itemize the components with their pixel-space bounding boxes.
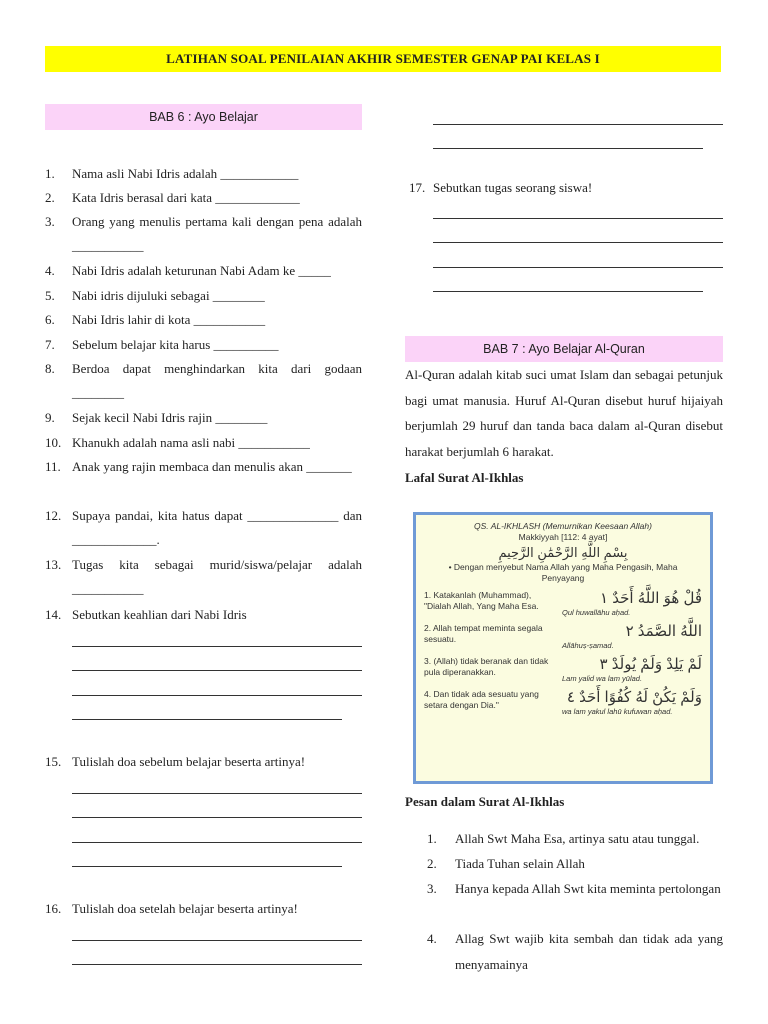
question-item [45,284,362,308]
question-text: Tugas kita sebagai murid/siswa/pelajar adalah ___________ [72,557,362,596]
answer-line[interactable] [433,125,703,150]
verse-arabic-block [554,590,702,617]
answer-line[interactable] [72,769,362,794]
question-item [45,308,362,332]
verse-latin: wa lam yakul lahū kufuwan aḥad. [562,707,673,716]
question-item [45,186,362,210]
answer-line[interactable] [433,268,703,293]
pesan-number: 2. [427,856,437,871]
answer-lines [433,194,723,292]
verse-row [424,689,702,716]
question-item [45,455,362,479]
verse-arabic: وَلَمْ يَكُنْ لَهُ كُفُوًا أَحَدٌ ٤ [566,689,702,706]
question-text: Nabi Idris adalah keturunan Nabi Adam ke _____ [72,263,331,278]
verse-translation: 4. Dan tidak ada sesuatu yang setara dengan Dia." [424,689,539,710]
question-number: 11. [45,459,61,474]
question-number: 13. [45,557,62,572]
verse-latin: Lam yalid wa lam yūlad. [562,674,643,683]
answer-line[interactable] [433,243,723,268]
question-number: 1. [45,166,55,181]
verse-arabic: قُلْ هُوَ اللَّهُ أَحَدٌ ١ [600,590,702,607]
question-number: 4. [45,263,55,278]
question-number: 14. [45,607,62,622]
answer-line[interactable] [433,100,723,125]
answer-line[interactable] [72,622,362,647]
question-item [45,406,362,430]
verse-row [424,590,702,617]
bismillah-meaning: • Dengan menyebut Nama Allah yang Maha Pengasih, Maha Penyayang [448,562,678,583]
verse-arabic: لَمْ يَلِدْ وَلَمْ يُولَدْ ٣ [599,656,702,673]
bab7-paragraph: Al-Quran adalah kitab suci umat Islam dan sebagai petunjuk bagi umat manusia. Huruf Al-Quran disebut huruf hijaiyah berjumlah 29 huruf dan tanda baca dalam al-Quran disebut harakat berjumlah 6 harakat. [405,367,723,459]
question-item [45,431,362,455]
question-number: 6. [45,312,55,327]
pesan-text: Allah Swt Maha Esa, artinya satu atau tunggal. [455,831,700,846]
question-text: Khanukh adalah nama asli nabi ___________ [72,435,310,450]
pesan-item [405,926,723,977]
pesan-number: 4. [427,931,437,946]
question-text: Tulislah doa setelah belajar beserta artinya! [72,901,298,916]
verse-latin: Qul huwallāhu aḥad. [562,608,631,617]
answer-line[interactable] [72,794,362,819]
question-text: Nama asli Nabi Idris adalah ____________ [72,166,299,181]
answer-lines [72,769,362,867]
verse-latin: Allāhuṣ-ṣamad. [562,641,614,650]
question-item [45,504,362,552]
answer-line[interactable] [433,194,723,219]
question-item [45,333,362,357]
question-text: Supaya pandai, kita hatus dapat ______________ dan _____________. [72,508,362,547]
verse-row [424,623,702,650]
image-header: QS. AL-IKHLASH (Memurnikan Keesaan Allah) [474,521,652,531]
question-text: Berdoa dapat menghindarkan kita dari godaan ________ [72,361,362,400]
question-number: 10. [45,435,62,450]
pesan-number: 3. [427,881,437,896]
answer-line[interactable] [72,696,342,721]
question-text: Anak yang rajin membaca dan menulis akan _______ [72,459,352,474]
answer-line[interactable] [433,219,723,244]
answer-lines-continued [433,100,723,149]
question-item [45,259,362,283]
surat-al-ikhlas-image [413,512,713,784]
question-item [45,553,362,601]
question-text: Orang yang menulis pertama kali dengan pena adalah ___________ [72,214,362,253]
pesan-heading: Pesan dalam Surat Al-Ikhlas [405,794,565,809]
answer-line[interactable] [72,941,362,966]
bab6-heading: BAB 6 : Ayo Belajar [45,104,362,130]
verse-arabic: اللَّهُ الصَّمَدُ ٢ [625,623,702,640]
question-text: Sejak kecil Nabi Idris rajin ________ [72,410,268,425]
question-number: 5. [45,288,55,303]
pesan-item [405,826,723,852]
question-text: Kata Idris berasal dari kata _____________ [72,190,300,205]
question-number: 3. [45,214,55,229]
verse-arabic-block [554,656,702,683]
question-number: 8. [45,361,55,376]
answer-lines [72,622,362,720]
answer-line[interactable] [72,843,342,868]
question-item [45,162,362,186]
question-number: 7. [45,337,55,352]
left-column [45,104,362,916]
lafal-heading: Lafal Surat Al-Ikhlas [405,470,524,485]
question-number: 16. [45,901,62,916]
verse-translation: 1. Katakanlah (Muhammad), "Dialah Allah, Yang Maha Esa. [424,590,539,611]
bismillah-arabic: بِسْمِ اللَّهِ الرَّحْمَٰنِ الرَّحِيمِ [498,545,628,560]
answer-line[interactable] [72,671,362,696]
pesan-text: Tiada Tuhan selain Allah [455,856,585,871]
question-number: 12. [45,508,62,523]
question-item [45,210,362,258]
verse-arabic-block [554,689,702,716]
bab7-heading: BAB 7 : Ayo Belajar Al-Quran [405,336,723,362]
question-number: 15. [45,754,62,769]
question-text: Nabi Idris lahir di kota ___________ [72,312,266,327]
question-text: Sebutkan tugas seorang siswa! [433,180,593,195]
image-subheader: Makkiyyah [112: 4 ayat] [518,532,608,542]
question-number: 9. [45,410,55,425]
question-text: Tulislah doa sebelum belajar beserta artinya! [72,754,306,769]
question-text: Sebutkan keahlian dari Nabi Idris [72,607,247,622]
question-number: 2. [45,190,55,205]
verse-translation: 2. Allah tempat meminta segala sesuatu. [424,623,543,644]
answer-line[interactable] [72,916,362,941]
question-text: Nabi idris dijuluki sebagai ________ [72,288,265,303]
verse-translation: 3. (Allah) tidak beranak dan tidak pula diperanakkan. [424,656,549,677]
pesan-item [405,851,723,877]
question-number: 17. [409,180,426,195]
page-title: LATIHAN SOAL PENILAIAN AKHIR SEMESTER GENAP PAI KELAS I [45,46,721,72]
answer-lines [72,916,362,965]
pesan-text: Hanya kepada Allah Swt kita meminta pertolongan [455,881,721,896]
question-text: Sebelum belajar kita harus __________ [72,337,279,352]
answer-line[interactable] [72,647,362,672]
verse-row [424,656,702,683]
verse-arabic-block [554,623,702,650]
pesan-number: 1. [427,831,437,846]
answer-line[interactable] [72,818,362,843]
question-item [45,357,362,405]
pesan-text: Allag Swt wajib kita sembah dan tidak ada yang menyamainya [455,931,723,972]
pesan-item [405,876,723,902]
